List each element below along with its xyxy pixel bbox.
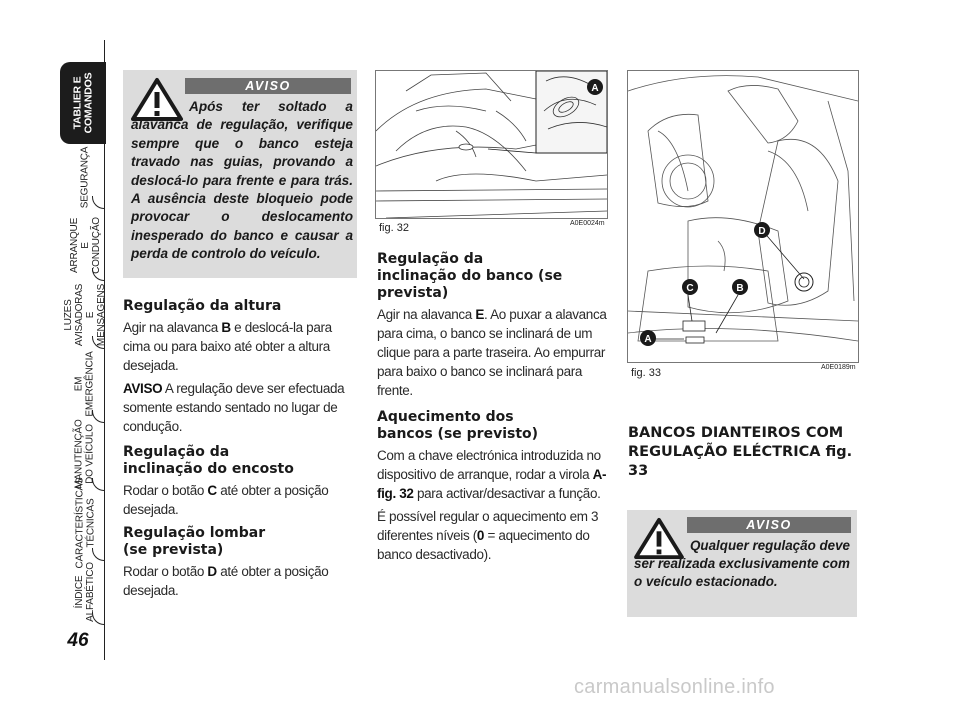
heading-encosto: Regulação da inclinação do encosto xyxy=(123,444,294,477)
thumb-index xyxy=(0,0,115,709)
figure-32-code: A0E0024m xyxy=(570,220,605,227)
paragraph-lombar: Rodar o botão D até obter a posição desejada. xyxy=(123,564,329,598)
warning-title: AVISO xyxy=(687,517,851,533)
paragraph-altura: Agir na alavanca B e deslocá-la para cima ou para baixo até obter a altura desejada. xyxy=(123,320,332,373)
paragraph-encosto: Rodar o botão C até obter a posição desejada. xyxy=(123,483,329,517)
section-heading-bancos-dianteiros: BANCOS DIANTEIROS COM REGULAÇÃO ELÉCTRICA fig. 33 xyxy=(628,425,853,479)
svg-text:C: C xyxy=(686,283,694,294)
figure-33 xyxy=(627,70,859,363)
watermark: carmanualsonline.info xyxy=(574,676,775,698)
paragraph-aquecimento-2: É possível regular o aquecimento em 3 diferentes níveis (0 = aquecimento do banco desactivado). xyxy=(377,509,599,562)
figure-32 xyxy=(375,70,608,219)
warning-box xyxy=(123,70,357,278)
warning-text: Qualquer regulação deve ser realizada exclusivamente com o veículo estacionado. xyxy=(634,538,851,589)
figure-33-caption: fig. 33 xyxy=(631,367,661,379)
tab-label: ARRANQUE E CONDUÇÃO xyxy=(68,216,102,274)
figure-33-illustration xyxy=(628,71,858,362)
aviso-label: AVISO xyxy=(123,381,163,396)
column-1 xyxy=(123,298,357,600)
figure-32-caption: fig. 32 xyxy=(379,222,409,234)
warning-title: AVISO xyxy=(185,78,351,94)
paragraph-aquecimento-1: Com a chave electrónica introduzida no dispositivo de arranque, rodar a virola A-fig. 32 para activar/desactivar a função. xyxy=(377,448,607,501)
tab-label: SEGURANÇA xyxy=(79,146,91,208)
paragraph-aviso-altura: AVISO A regulação deve ser efectuada somente estando sentado no lugar de condução. xyxy=(123,381,345,434)
tab-label: ÍNDICE ALFABÉTICO xyxy=(74,562,96,622)
heading-altura: Regulação da altura xyxy=(123,298,282,314)
svg-text:D: D xyxy=(758,226,766,237)
tab-label: CARACTERÍSTICAS TÉCNICAS xyxy=(74,477,96,569)
heading-aquecimento: Aquecimento dos bancos (se previsto) xyxy=(377,409,539,442)
svg-text:A: A xyxy=(591,83,599,94)
tab-label: EM EMERGÊNCIA xyxy=(74,351,97,417)
warning-box xyxy=(627,510,857,617)
heading-inclinacao-banco: Regulação da inclinação do banco (se prevista) xyxy=(377,251,563,301)
heading-lombar: Regulação lombar (se prevista) xyxy=(123,525,266,558)
svg-text:B: B xyxy=(736,283,744,294)
column-2 xyxy=(377,251,607,564)
figure-33-code: A0E0189m xyxy=(821,364,856,371)
tab-label: TABLIER E COMANDOS xyxy=(71,72,95,134)
tab-tablier-comandos[interactable] xyxy=(60,62,106,144)
page-number: 46 xyxy=(67,630,89,651)
tab-label: MANUTENÇÃO DO VEÍCULO xyxy=(74,419,96,489)
figure-32-illustration xyxy=(376,71,607,218)
tab-label: LUZES AVISADORAS E MENSAGENS xyxy=(63,283,107,347)
paragraph-inclinacao-banco: Agir na alavanca E. Ao puxar a alavanca para cima, o banco se inclinará de um clique para a parte traseira. Ao empurrar para baixo o banco se inclinará para frente. xyxy=(377,307,607,398)
warning-text: Após ter soltado a alavanca de regulação, verifique sempre que o banco esteja travado nas guias, provando a deslocá-lo para frente e para trás. A ausência deste bloqueio pode provocar o deslocamento inesperado do banco e causar a perda de controlo do veículo. xyxy=(131,99,353,262)
svg-text:A: A xyxy=(644,334,652,345)
